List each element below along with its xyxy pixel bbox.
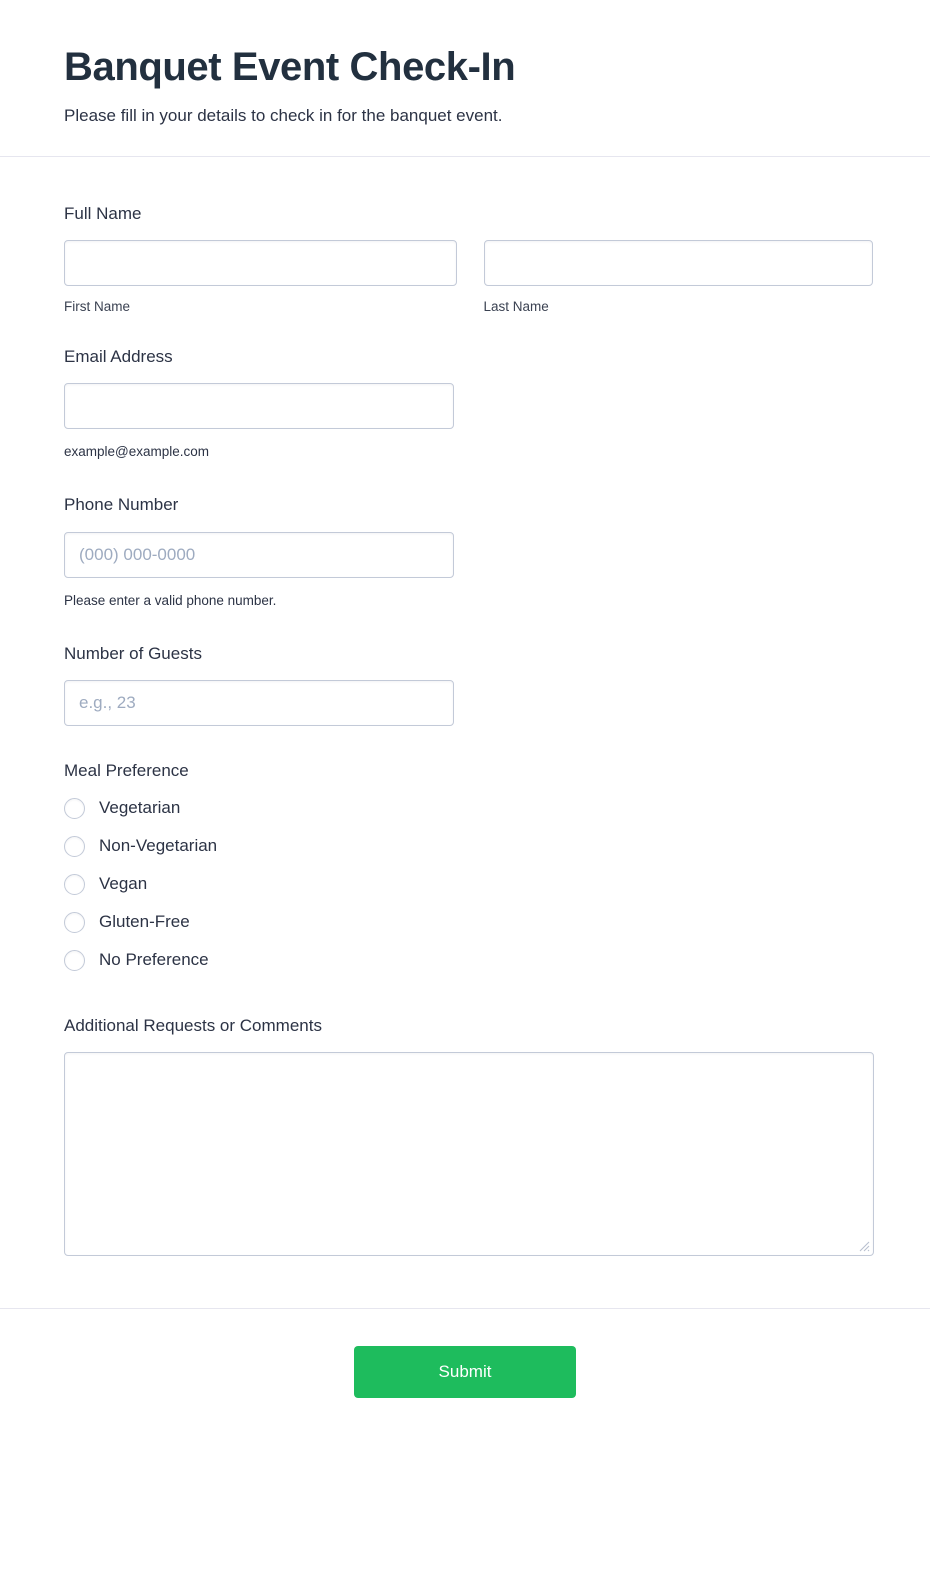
radio-circle-icon[interactable]	[64, 912, 85, 933]
page-subtitle: Please fill in your details to check in for the banquet event.	[64, 106, 503, 125]
radio-circle-icon[interactable]	[64, 836, 85, 857]
radio-label: Non-Vegetarian	[99, 835, 218, 855]
first-name-input[interactable]	[64, 240, 457, 286]
first-name-group	[64, 240, 457, 316]
last-name-sublabel: Last Name	[483, 299, 549, 315]
field-full-name	[64, 203, 873, 316]
radio-option-no-preference[interactable]	[64, 950, 873, 971]
radio-circle-icon[interactable]	[64, 798, 85, 819]
name-column-gap	[457, 240, 484, 316]
page-title: Banquet Event Check-In	[64, 45, 516, 89]
radio-circle-icon[interactable]	[64, 950, 85, 971]
guests-input-wrap	[64, 680, 454, 726]
radio-option-gluten-free[interactable]	[64, 912, 873, 933]
phone-hint: Please enter a valid phone number.	[64, 592, 277, 608]
radio-option-vegetarian[interactable]	[64, 798, 873, 819]
email-label: Email Address	[64, 346, 173, 366]
form-header	[0, 0, 930, 157]
radio-label: Vegetarian	[99, 797, 181, 817]
email-hint: example@example.com	[64, 443, 210, 459]
last-name-input[interactable]	[484, 240, 874, 286]
form-body	[0, 157, 930, 1308]
phone-input-wrap	[64, 532, 454, 578]
comments-textarea[interactable]	[64, 1052, 874, 1256]
radio-label: Gluten-Free	[99, 911, 190, 931]
first-name-sublabel: First Name	[64, 299, 131, 315]
field-meal-preference	[64, 760, 873, 970]
phone-input[interactable]	[64, 532, 454, 578]
comments-textarea-wrap	[64, 1052, 874, 1256]
radio-label: No Preference	[99, 949, 209, 969]
radio-option-non-vegetarian[interactable]	[64, 836, 873, 857]
field-email	[64, 346, 873, 461]
meal-preference-options	[64, 798, 873, 971]
form-footer	[0, 1308, 930, 1450]
radio-circle-icon[interactable]	[64, 874, 85, 895]
last-name-group	[484, 240, 874, 316]
comments-label: Additional Requests or Comments	[64, 1015, 322, 1035]
radio-label: Vegan	[99, 873, 148, 893]
phone-label: Phone Number	[64, 495, 179, 515]
field-phone	[64, 494, 873, 609]
full-name-label: Full Name	[64, 203, 142, 223]
guests-label: Number of Guests	[64, 644, 202, 664]
full-name-row	[64, 240, 873, 316]
submit-button[interactable]: Submit	[354, 1346, 576, 1398]
guests-input[interactable]	[64, 680, 454, 726]
field-comments	[64, 1015, 873, 1256]
email-input[interactable]	[64, 383, 454, 429]
radio-option-vegan[interactable]	[64, 874, 873, 895]
meal-preference-label: Meal Preference	[64, 761, 189, 781]
email-input-wrap	[64, 383, 454, 429]
field-guests	[64, 643, 873, 726]
